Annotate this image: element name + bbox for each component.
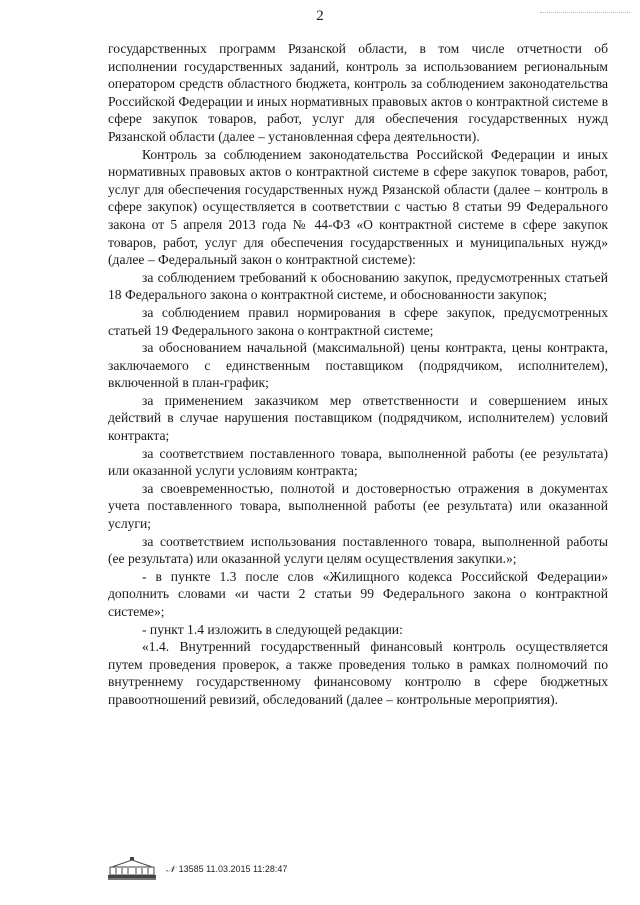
- scan-artifact: [540, 12, 630, 15]
- list-item-usage: за соответствием использования поставленного товара, выполненной работы (ее результата) или оказанной услуги целям осуществления закупки.»;: [108, 533, 608, 567]
- paragraph-control-procurement: Контроль за соблюдением законодательства Российской Федерации и иных нормативных правовых актов о контрактной системе в сфере закупок товаров, работ, услуг для обеспечения государственных нужд Рязанской области (далее – контроль в сфере закупок) осуществляется в соответствии с частью 8 статьи 99 Федерального закона от 5 апреля 2013 года № 44-ФЗ «О контрактной системе в сфере закупок товаров, работ, услуг для обеспечения государственных и муниципальных нужд» (далее – Федеральный закон о контрактной системе):: [108, 146, 608, 268]
- government-building-logo: [106, 857, 158, 881]
- list-item-price: за обоснованием начальной (максимальной) цены контракта, цены контракта, заключаемого с единственным поставщиком (подрядчиком, исполнителем), включенной в план-график;: [108, 340, 608, 391]
- registration-number-datetime: 13585 11.03.2015 11:28:47: [178, 863, 288, 874]
- amendment-1-4-intro: - пункт 1.4 изложить в следующей редакции:: [142, 621, 403, 637]
- list-item-conformity: за соответствием поставленного товара, выполненной работы (ее результата) или оказанной услуги условиям контракта;: [108, 445, 608, 479]
- amendment-1-3: - в пункте 1.3 после слов «Жилищного кодекса Российской Федерации» дополнить словами «и части 2 статьи 99 Федерального закона о контрактной системе»;: [108, 568, 608, 619]
- list-item-norming: за соблюдением правил нормирования в сфере закупок, предусмотренных статьей 19 Федерального закона о контрактной системе;: [108, 304, 608, 338]
- list-item-liability: за применением заказчиком мер ответственности и совершением иных действий в случае нарушения поставщиком (подрядчиком, исполнителем) условий контракта;: [108, 392, 608, 444]
- registration-footer: [106, 856, 287, 882]
- registration-symbol: 𝒩: [166, 863, 175, 874]
- registration-stamp: [166, 864, 287, 875]
- list-item-accounting: за своевременностью, полнотой и достоверностью отражения в документах учета поставленного товара, выполненной работы (ее результата) или оказанной услуги;: [108, 480, 608, 532]
- list-item-justification: за соблюдением требований к обоснованию закупок, предусмотренных статьей 18 Федерального закона о контрактной системе, и обоснованности закупок;: [108, 269, 608, 303]
- page-number: 2: [316, 8, 324, 24]
- document-body: [108, 40, 608, 709]
- paragraph-continuation: государственных программ Рязанской области, в том числе отчетности об исполнении государственных заданий, контроль за использованием региональным оператором средств областного бюджета, контроль за соблюдением законодательства Российской Федерации и иных нормативных правовых актов о контрактной системе в сфере закупок товаров, работ, услуг для обеспечения государственных нужд Рязанской области (далее – установленная сфера деятельности).: [108, 41, 608, 144]
- amendment-1-4-text: «1.4. Внутренний государственный финансовый контроль осуществляется путем проведения проверок, а также проведения только в рамках полномочий по внутреннему государственному финансовому контролю в сфере бюджетных правоотношений ревизий, обследований (далее – контрольные мероприятия).: [108, 639, 608, 707]
